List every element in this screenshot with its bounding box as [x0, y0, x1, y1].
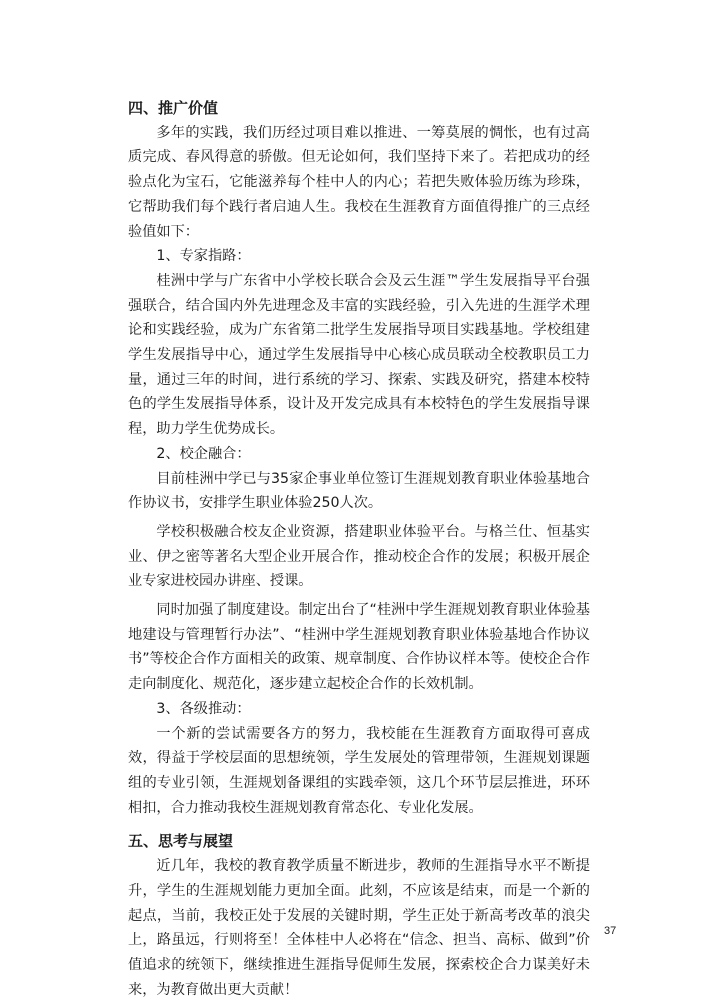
school-enterprise-paragraph-3: 同时加强了制度建设。制定出台了“桂洲中学生涯规划教育职业体验基地建设与管理暂行办法”、“桂洲中学生涯规划教育职业体验基地合作协议书”等校企合作方面相关的政策、规章制度、合作协议样本等。使校企合作走向制度化、规范化，逐步建立起校企合作的长效机制。: [128, 602, 590, 693]
school-enterprise-paragraph-2: 学校积极融合校友企业资源，搭建职业体验平台。与格兰仕、恒基实业、伊之密等著名大型企业开展合作，推动校企合作的发展；积极开展企业专家进校园办讲座、授课。: [128, 523, 590, 590]
section-heading-promotion-value: 四、推广价值: [128, 99, 219, 117]
section-heading-reflection-outlook: 五、思考与展望: [128, 832, 234, 851]
document-body: [128, 96, 590, 1002]
intro-paragraph: 多年的实践，我们历经过项目难以推进、一筹莫展的惆怅，也有过高质完成、春风得意的骄傲。但无论如何，我们坚持下来了。若把成功的经验点化为宝石，它能滋养每个桂中人的内心；若把失败体验历练为珍珠，它帮助我们每个践行者启迪人生。我校在生涯教育方面值得推广的三点经验值如下：: [128, 124, 590, 240]
school-enterprise-paragraph-1: 目前桂洲中学已与35家企事业单位签订生涯规划教育职业体验基地合作协议书，安排学生职业体验250人次。: [128, 470, 590, 512]
item-label-multi-level-drive: 3、各级推动：: [156, 700, 251, 717]
item-label-expert-guidance: 1、专家指路：: [156, 248, 251, 265]
outlook-paragraph: 近几年，我校的教育教学质量不断进步，教师的生涯指导水平不断提升，学生的生涯规划能力更加全面。此刻，不应该是结束，而是一个新的起点，当前，我校正处于发展的关键时期，学生正处于新高考改革的浪尖上，路虽远，行则将至！全体桂中人必将在“信念、担当、高标、做到”价值追求的统领下，继续推进生涯指导促师生发展，探索校企合力谋美好未来，为教育做出更大贡献！: [128, 858, 590, 998]
page-number: 37: [604, 925, 617, 937]
expert-guidance-paragraph: 桂洲中学与广东省中小学校长联合会及云生涯™学生发展指导平台强强联合，结合国内外先进理念及丰富的实践经验，引入先进的生涯学术理论和实践经验，成为广东省第二批学生发展指导项目实践基地。学校组建学生发展指导中心，通过学生发展指导中心核心成员联动全校教职员工力量，通过三年的时间，进行系统的学习、探索、实践及研究，搭建本校特色的学生发展指导体系，设计及开发完成具有本校特色的学生发展指导课程，助力学生优势成长。: [128, 272, 590, 438]
multi-level-drive-paragraph: 一个新的尝试需要各方的努力，我校能在生涯教育方面取得可喜成效，得益于学校层面的思想统领，学生发展处的管理带领，生涯规划课题组的专业引领，生涯规划备课组的实践牵领，这几个环节层层推进，环环相扣，合力推动我校生涯规划教育常态化、专业化发展。: [128, 725, 590, 816]
item-label-school-enterprise: 2、校企融合：: [156, 445, 251, 462]
